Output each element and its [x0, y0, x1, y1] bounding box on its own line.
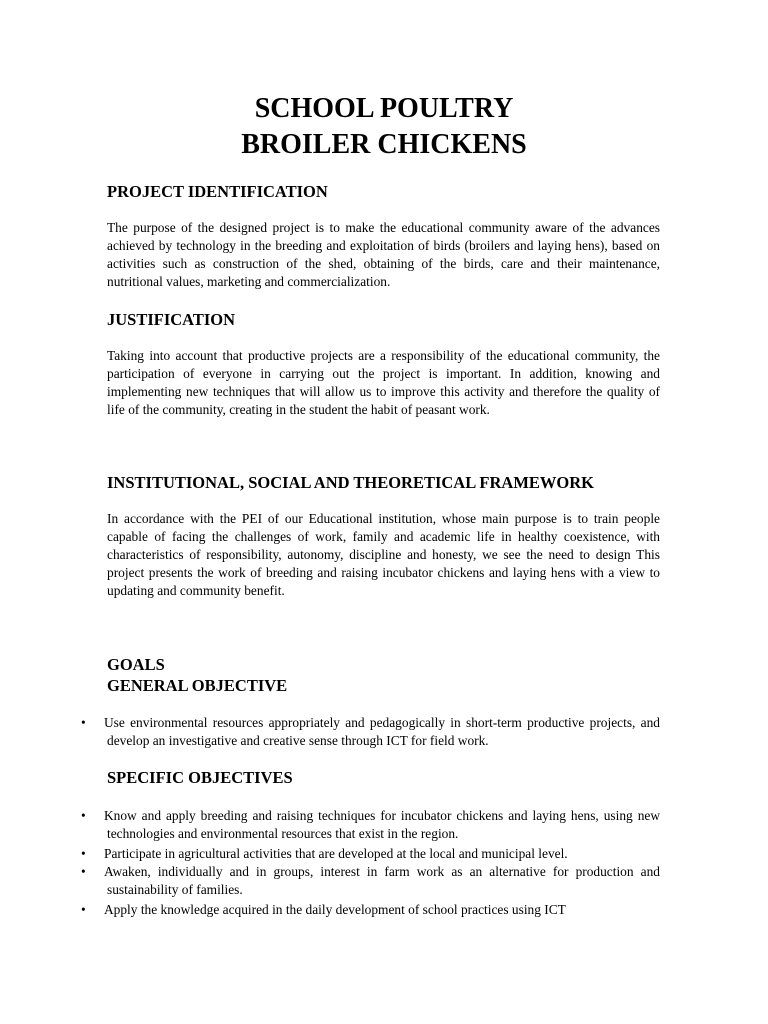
specific-objective-item: [81, 901, 660, 919]
heading-framework: INSTITUTIONAL, SOCIAL AND THEORETICAL FRAMEWORK: [107, 473, 595, 492]
heading-general-objective: GENERAL OBJECTIVE: [107, 676, 288, 695]
title-line-2: BROILER CHICKENS: [241, 129, 527, 160]
bullet-icon: •: [81, 902, 86, 917]
heading-justification: JUSTIFICATION: [107, 310, 236, 329]
bullet-icon: •: [81, 808, 86, 823]
paragraph-framework: In accordance with the PEI of our Educational institution, whose main purpose is to train people capable of facing the challenges of work, family and academic life in healthy coexistence, with characteristics of responsibility, autonomy, discipline and honesty, we see the need to design This project presents the work of breeding and raising incubator chickens and laying hens with a view to updating and community benefit.: [107, 511, 660, 598]
paragraph-project-identification: The purpose of the designed project is to make the educational community aware of the advances achieved by technology in the breeding and exploitation of birds (broilers and laying hens), based on activities such as construction of the shed, obtaining of the birds, care and their maintenance, nutritional values, marketing and commercialization.: [107, 220, 660, 289]
specific-objective-text: Participate in agricultural activities that are developed at the local and municipal level.: [104, 846, 568, 861]
paragraph-justification: Taking into account that productive projects are a responsibility of the educational community, the participation of everyone in carrying out the project is important. In addition, knowing and implementing new techniques that will allow us to improve this activity and therefore the quality of life of the community, creating in the student the habit of peasant work.: [107, 348, 660, 417]
bullet-icon: •: [81, 846, 86, 861]
specific-objective-text: Awaken, individually and in groups, interest in farm work as an alternative for production and sustainability of families.: [104, 864, 660, 897]
heading-goals: GOALS: [107, 655, 165, 674]
specific-objective-item: [81, 863, 660, 899]
title-line-1: SCHOOL POULTRY: [254, 93, 514, 124]
general-objective-item: [81, 714, 660, 750]
general-objective-text: Use environmental resources appropriately and pedagogically in short-term productive projects, and develop an investigative and creative sense through ICT for field work.: [104, 715, 660, 748]
specific-objective-text: Know and apply breeding and raising techniques for incubator chickens and laying hens, using new technologies and environmental resources that exist in the region.: [104, 808, 660, 841]
specific-objective-item: [81, 807, 660, 843]
heading-specific-objectives: SPECIFIC OBJECTIVES: [107, 768, 293, 787]
specific-objective-text: Apply the knowledge acquired in the daily development of school practices using ICT: [104, 902, 566, 917]
bullet-icon: •: [81, 864, 86, 879]
bullet-icon: •: [81, 715, 86, 730]
specific-objective-item: [81, 845, 660, 863]
heading-project-identification: PROJECT IDENTIFICATION: [107, 182, 328, 201]
